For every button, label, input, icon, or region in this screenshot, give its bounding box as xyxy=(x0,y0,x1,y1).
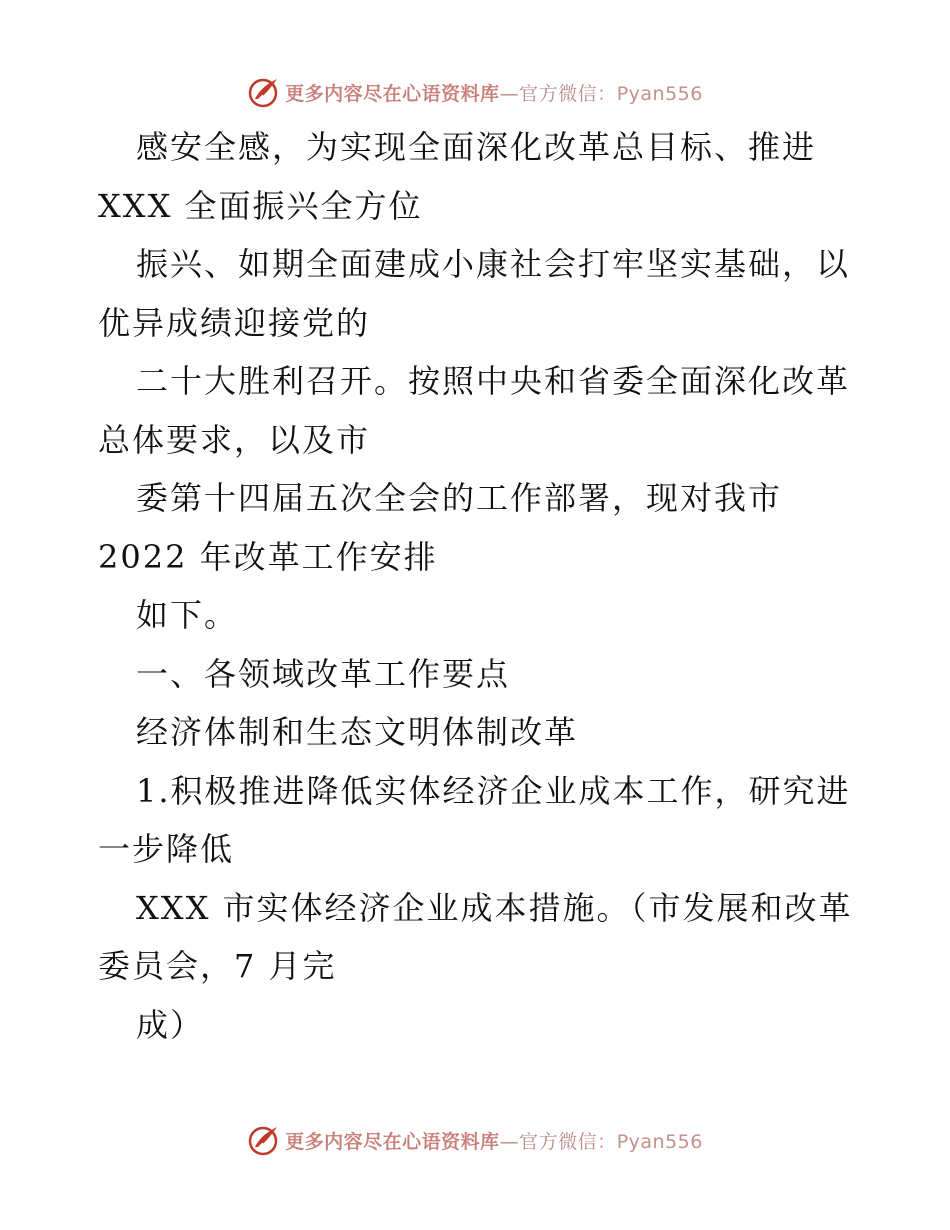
text-line: 1.积极推进降低实体经济企业成本工作，研究进 xyxy=(136,771,851,810)
text-line: 感安全感，为实现全面深化改革总目标、推进 xyxy=(136,128,817,166)
text-line: 2022 年改革工作安排 xyxy=(98,537,438,576)
text-line: 一步降低 xyxy=(98,830,235,868)
watermark-main-text: 更多内容尽在心语资料库 xyxy=(285,82,500,105)
watermark-wechat-id: Pyan556 xyxy=(616,82,703,105)
text-line: XXX 全面振兴全方位 xyxy=(98,186,423,225)
watermark-label: 官方微信： xyxy=(519,82,617,105)
watermark-main-text: 更多内容尽在心语资料库 xyxy=(285,1130,500,1153)
watermark-dash: — xyxy=(499,1130,520,1153)
text-line: 振兴、如期全面建成小康社会打牢坚实基础，以 xyxy=(136,245,851,283)
watermark-text xyxy=(285,1127,703,1154)
watermark-footer xyxy=(0,1120,950,1160)
watermark-text xyxy=(285,79,703,106)
text-line: 委员会，7 月完 xyxy=(98,947,337,985)
watermark-dash: — xyxy=(499,82,520,105)
text-line: XXX 市实体经济企业成本措施。（市发展和改革 xyxy=(136,888,853,927)
text-line: 成） xyxy=(136,1005,205,1044)
text-line: 经济体制和生态文明体制改革 xyxy=(136,713,579,751)
text-line: 如下。 xyxy=(136,596,239,634)
text-line: 一、各领域改革工作要点 xyxy=(136,654,511,693)
quill-logo-icon xyxy=(247,75,281,109)
watermark-header xyxy=(0,72,950,112)
watermark-label: 官方微信： xyxy=(519,1130,617,1153)
text-line: 总体要求，以及市 xyxy=(98,420,371,459)
text-line: 委第十四届五次全会的工作部署，现对我市 xyxy=(136,479,783,517)
document-body xyxy=(98,118,858,1054)
watermark-wechat-id: Pyan556 xyxy=(616,1130,703,1153)
text-line: 优异成绩迎接党的 xyxy=(98,303,371,342)
quill-logo-icon xyxy=(247,1123,281,1157)
text-line: 二十大胜利召开。按照中央和省委全面深化改革 xyxy=(136,362,851,400)
